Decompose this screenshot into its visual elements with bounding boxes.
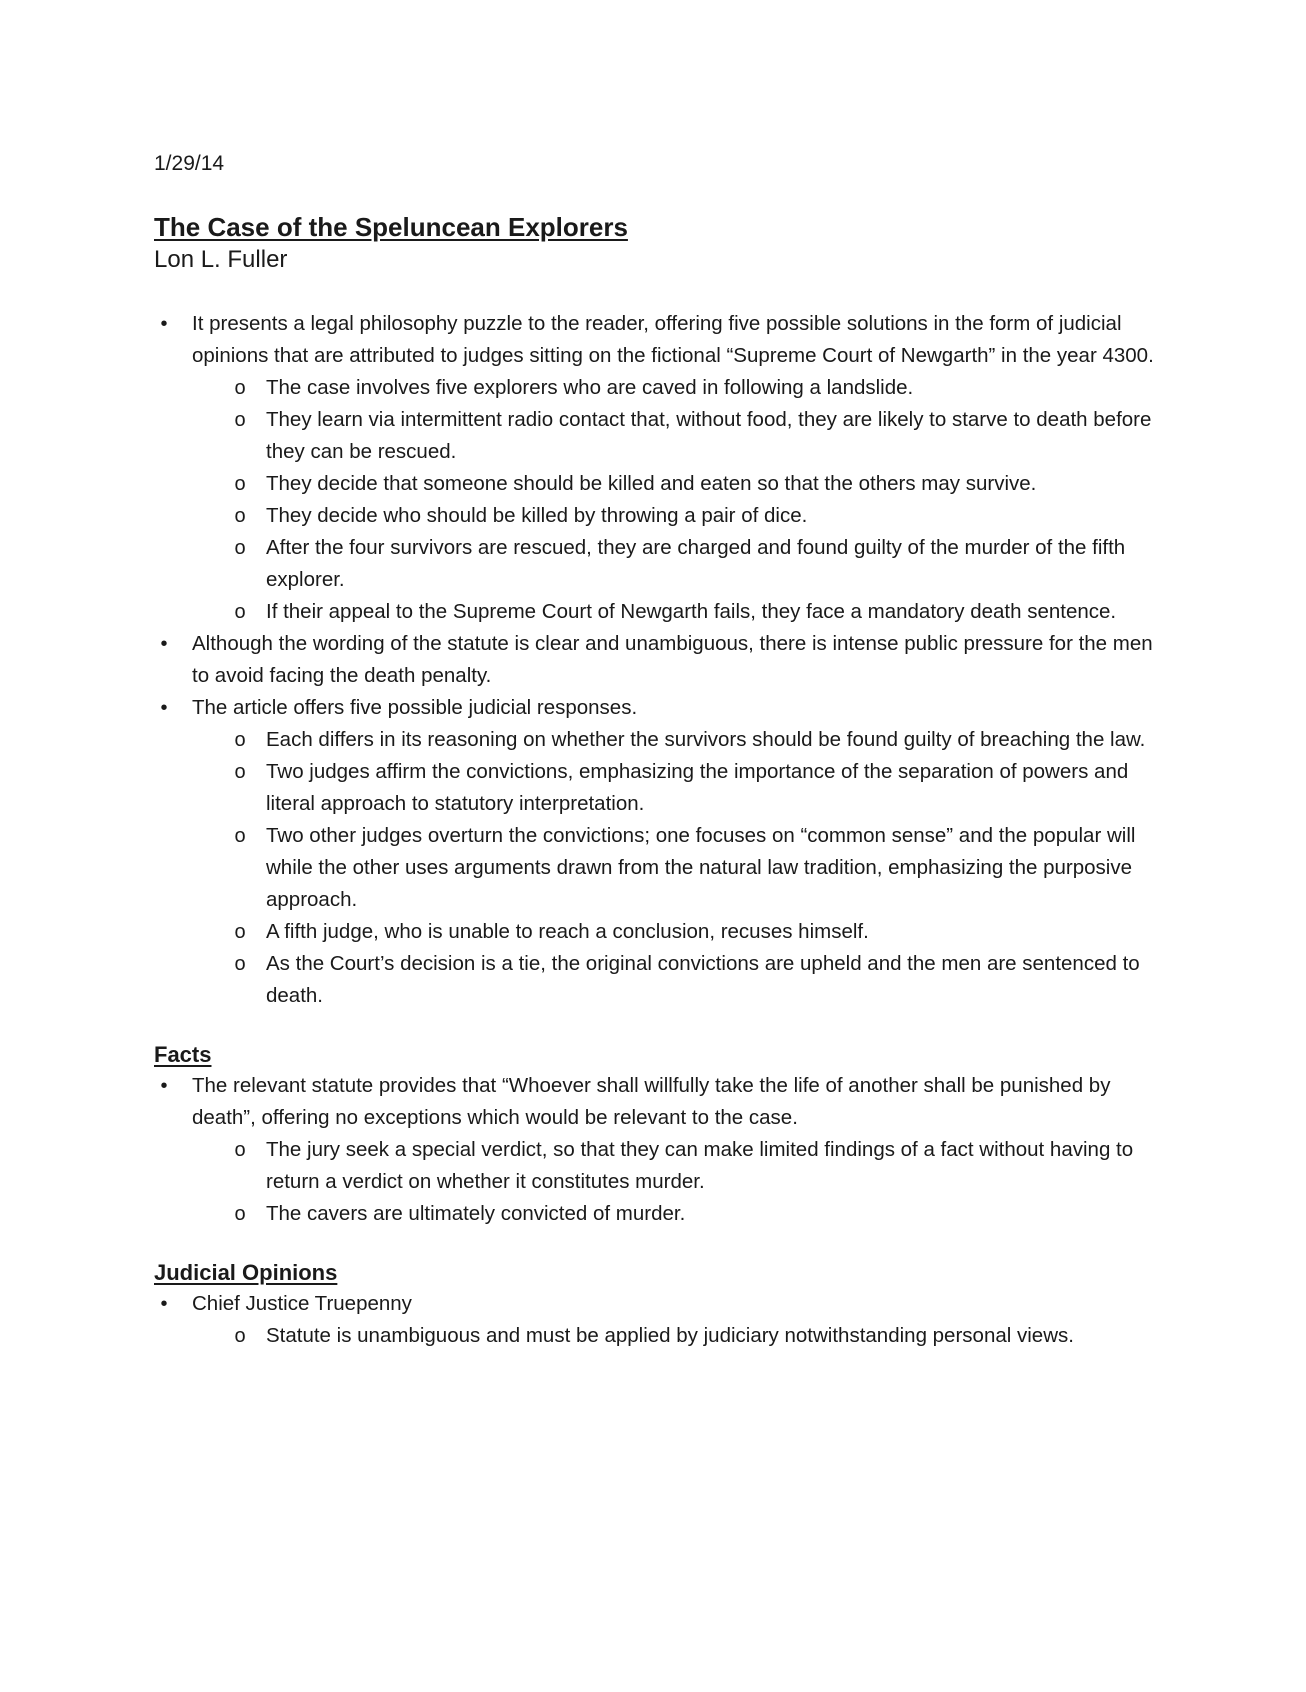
sub-bullet-icon: o [234, 825, 246, 847]
intro-subitem-text: A fifth judge, who is unable to reach a conclusion, recuses himself. [266, 920, 869, 943]
intro-list [154, 308, 1154, 1012]
sub-bullet-icon: o [234, 537, 246, 559]
opinions-item [154, 1288, 1154, 1352]
sub-bullet-icon: o [234, 1139, 246, 1161]
intro-subitem [230, 724, 1154, 756]
intro-subitem-text: Two judges affirm the convictions, emphasizing the importance of the separation of powers and literal approach to statutory interpretation. [266, 760, 1129, 815]
opinions-subitem-text: Statute is unambiguous and must be applied by judiciary notwithstanding personal views. [266, 1324, 1074, 1347]
intro-sublist [230, 372, 1154, 628]
sub-bullet-icon: o [234, 761, 246, 783]
sub-bullet-icon: o [234, 505, 246, 527]
intro-item-text: It presents a legal philosophy puzzle to the reader, offering five possible solutions in the form of judicial opinions that are attributed to judges sitting on the fictional “Supreme Court of Newgarth” in the year 4300. [192, 312, 1154, 367]
intro-subitem-text: They decide that someone should be killed and eaten so that the others may survive. [266, 472, 1037, 495]
facts-heading: Facts [154, 1042, 212, 1067]
sub-bullet-icon: o [234, 601, 246, 623]
opinions-item-text: Chief Justice Truepenny [192, 1292, 412, 1315]
facts-subitem-text: The jury seek a special verdict, so that they can make limited findings of a fact without having to return a verdict on whether it constitutes murder. [266, 1138, 1134, 1193]
sub-bullet-icon: o [234, 1203, 246, 1225]
intro-subitem [230, 372, 1154, 404]
opinions-list [154, 1288, 1154, 1352]
facts-item [154, 1070, 1154, 1230]
facts-list [154, 1070, 1154, 1230]
document-title: The Case of the Speluncean Explorers [154, 212, 628, 242]
facts-item-text: The relevant statute provides that “Whoever shall willfully take the life of another shall be punished by death”, offering no exceptions which would be relevant to the case. [192, 1074, 1111, 1129]
sub-bullet-icon: o [234, 921, 246, 943]
intro-item [154, 628, 1154, 692]
intro-subitem [230, 404, 1154, 468]
intro-item-text: The article offers five possible judicial responses. [192, 696, 638, 719]
sub-bullet-icon: o [234, 729, 246, 751]
intro-subitem [230, 596, 1154, 628]
intro-subitem [230, 916, 1154, 948]
document-date: 1/29/14 [154, 152, 225, 175]
facts-subitem [230, 1134, 1154, 1198]
facts-subitem [230, 1198, 1154, 1230]
sub-bullet-icon: o [234, 377, 246, 399]
intro-item [154, 308, 1154, 628]
bullet-icon: • [160, 633, 168, 655]
intro-subitem [230, 500, 1154, 532]
intro-subitem [230, 948, 1154, 1012]
intro-subitem-text: They decide who should be killed by throwing a pair of dice. [266, 504, 808, 527]
intro-subitem [230, 756, 1154, 820]
bullet-icon: • [160, 1075, 168, 1097]
sub-bullet-icon: o [234, 1325, 246, 1347]
intro-item-text: Although the wording of the statute is clear and unambiguous, there is intense public pressure for the men to avoid facing the death penalty. [192, 632, 1153, 687]
intro-sublist [230, 724, 1154, 1012]
intro-subitem-text: Each differs in its reasoning on whether the survivors should be found guilty of breaching the law. [266, 728, 1146, 751]
intro-subitem-text: If their appeal to the Supreme Court of Newgarth fails, they face a mandatory death sentence. [266, 600, 1117, 623]
bullet-icon: • [160, 697, 168, 719]
intro-subitem [230, 532, 1154, 596]
document-page [154, 150, 1154, 1352]
intro-subitem-text: After the four survivors are rescued, they are charged and found guilty of the murder of the fifth explorer. [266, 536, 1126, 591]
intro-subitem-text: As the Court’s decision is a tie, the original convictions are upheld and the men are sentenced to death. [266, 952, 1140, 1007]
opinions-sublist [230, 1320, 1154, 1352]
intro-subitem-text: The case involves five explorers who are caved in following a landslide. [266, 376, 914, 399]
facts-subitem-text: The cavers are ultimately convicted of murder. [266, 1202, 686, 1225]
bullet-icon: • [160, 313, 168, 335]
intro-subitem [230, 820, 1154, 916]
opinions-heading: Judicial Opinions [154, 1260, 338, 1285]
bullet-icon: • [160, 1293, 168, 1315]
intro-item [154, 692, 1154, 1012]
sub-bullet-icon: o [234, 473, 246, 495]
sub-bullet-icon: o [234, 953, 246, 975]
intro-subitem [230, 468, 1154, 500]
intro-subitem-text: They learn via intermittent radio contact that, without food, they are likely to starve to death before they can be rescued. [266, 408, 1152, 463]
opinions-subitem [230, 1320, 1154, 1352]
sub-bullet-icon: o [234, 409, 246, 431]
intro-subitem-text: Two other judges overturn the convictions; one focuses on “common sense” and the popular will while the other uses arguments drawn from the natural law tradition, emphasizing the purposive approach. [266, 824, 1136, 911]
document-author: Lon L. Fuller [154, 246, 288, 273]
facts-sublist [230, 1134, 1154, 1230]
